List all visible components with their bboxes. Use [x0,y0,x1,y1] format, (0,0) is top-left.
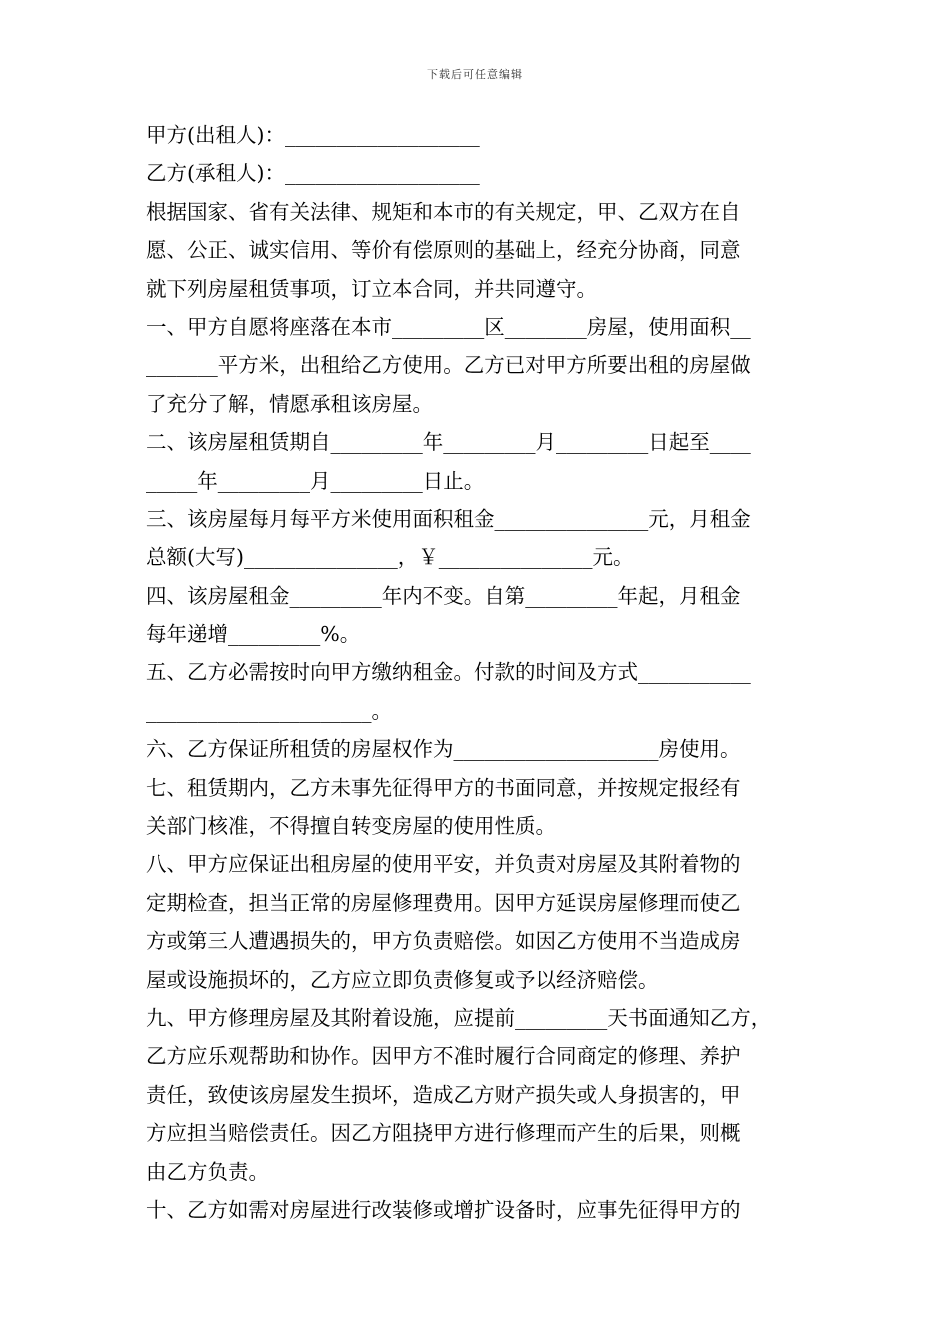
preamble-line: 根据国家、省有关法律、规矩和本市的有关规定，甲、乙双方在自 [146,199,741,224]
clause-4-line: 每年递增_________%。 [146,622,361,647]
clause-9-line: 责任，致使该房屋发生损坏，造成乙方财产损失或人身损害的，甲 [146,1082,741,1107]
party-a-line: 甲方(出租人)：___________________ [146,123,480,147]
clause-5-line: ______________________。 [146,698,392,723]
clause-8-line: 八、甲方应保证出租房屋的使用平安，并负责对房屋及其附着物的 [146,852,741,877]
clause-6-line: 六、乙方保证所租赁的房屋权作为____________________房使用。 [146,737,741,762]
clause-9-line: 乙方应乐观帮助和协作。因甲方不准时履行合同商定的修理、养护 [146,1044,741,1069]
clause-1-line: 一、甲方自愿将座落在本市_________区________房屋，使用面积__ [146,314,751,339]
clause-8-line: 方或第三人遭遇损失的，甲方负责赔偿。如因乙方使用不当造成房 [146,929,741,954]
clause-2-line: 二、该房屋租赁期自_________年_________月_________日起至____ [146,430,751,455]
clause-9-line: 由乙方负责。 [146,1159,269,1184]
clause-3-line: 总额(大写)_______________，￥_______________元。 [146,545,634,570]
clause-7-line: 关部门核准，不得擅自转变房屋的使用性质。 [146,814,556,839]
clause-9-line: 九、甲方修理房屋及其附着设施，应提前_________天书面通知乙方， [146,1005,772,1030]
clause-5-line: 五、乙方必需按时向甲方缴纳租金。付款的时间及方式___________ [146,660,751,685]
party-b-line: 乙方(承租人)：___________________ [146,161,480,186]
clause-7-line: 七、租赁期内，乙方未事先征得甲方的书面同意，并按规定报经有 [146,775,741,800]
clause-9-line: 方应担当赔偿责任。因乙方阻挠甲方进行修理而产生的后果，则概 [146,1121,741,1146]
clause-4-line: 四、该房屋租金_________年内不变。自第_________年起，月租金 [146,583,741,608]
page-header: 下载后可任意编辑 [427,68,523,81]
preamble-line: 就下列房屋租赁事项，订立本合同，并共同遵守。 [146,276,597,301]
clause-1-line: 了充分了解，情愿承租该房屋。 [146,391,433,416]
clause-8-line: 定期检查，担当正常的房屋修理费用。因甲方延误房屋修理而使乙 [146,890,741,915]
preamble-line: 愿、公正、诚实信用、等价有偿原则的基础上，经充分协商，同意 [146,238,741,263]
contract-body [146,116,814,1229]
clause-10-line: 十、乙方如需对房屋进行改装修或增扩设备时，应事先征得甲方的 [146,1197,741,1222]
clause-8-line: 屋或设施损坏的，乙方应立即负责修复或予以经济赔偿。 [146,967,659,992]
clause-3-line: 三、该房屋每月每平方米使用面积租金_______________元，月租金 [146,506,751,531]
clause-1-line: _______平方米，出租给乙方使用。乙方已对甲方所要出租的房屋做 [146,353,751,378]
clause-2-line: _____年_________月_________日止。 [146,468,485,493]
